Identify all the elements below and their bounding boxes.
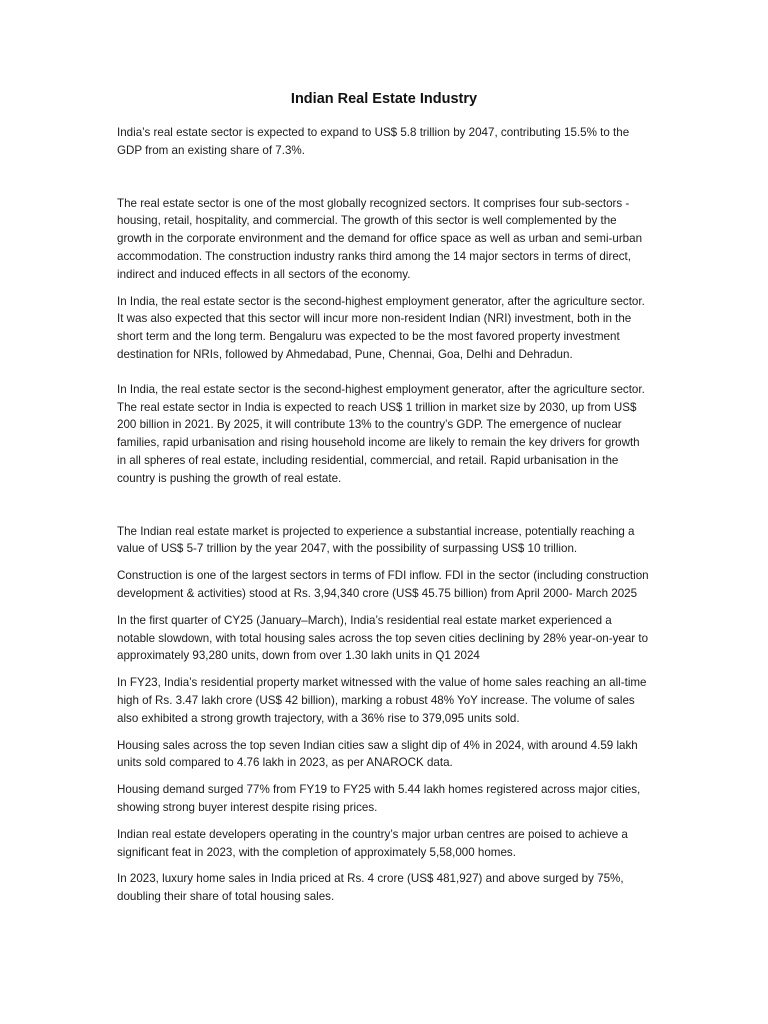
paragraph-8: In FY23, India’s residential property market witnessed with the value of home sales reaching an all-time high of Rs. 3.47 lakh crore (US$ 42 billion), marking a robust 48% YoY increase. The volume of sales also exhibited a strong growth trajectory, with a 36% rise to 379,095 units sold.: [117, 676, 647, 725]
spacer: [117, 861, 651, 870]
spacer: [117, 772, 651, 781]
paragraph-7: In the first quarter of CY25 (January–March), India’s residential real estate market experienced a notable slowdown, with total housing sales across the top seven cities declining by 28% year-on-year to approximately 93,280 units, down from over 1.30 lakh units in Q1 2024: [117, 613, 649, 663]
document-body: [117, 88, 651, 906]
spacer: [117, 817, 651, 826]
spacer: [117, 728, 651, 737]
spacer: [117, 558, 651, 567]
paragraph-5: The Indian real estate market is projected to experience a substantial increase, potentially reaching a value of US$ 5-7 trillion by the year 2047, with the possibility of surpassing US$ 10 trillion.: [117, 524, 635, 556]
spacer: [117, 665, 651, 674]
paragraph-4: In India, the real estate sector is the second-highest employment generator, after the agriculture sector. The real estate sector in India is expected to reach US$ 1 trillion in market size by 2030, up from US$ 200 billion in 2021. By 2025, it will contribute 13% to the country’s GDP. The emergence of nuclear families, rapid urbanisation and rising household income are likely to remain the key drivers for growth in all spheres of real estate, including residential, commercial, and retail. Rapid urbanisation in the country is pushing the growth of real estate.: [117, 382, 645, 485]
document-title: Indian Real Estate Industry: [290, 91, 478, 107]
spacer: [117, 603, 651, 612]
paragraph-1: India’s real estate sector is expected to expand to US$ 5.8 trillion by 2047, contributing 15.5% to the GDP from an existing share of 7.3%.: [117, 126, 630, 157]
paragraph-2: The real estate sector is one of the most globally recognized sectors. It comprises four sub-sectors - housing, retail, hospitality, and commercial. The growth of this sector is well complemented by the growth in the corporate environment and the demand for office space as well as urban and semi-urban accommodation. The construction industry ranks third among the 14 major sectors in terms of direct, indirect and induced effects in all sectors of the economy.: [117, 196, 643, 281]
spacer: [117, 488, 651, 523]
paragraph-6: Construction is one of the largest sectors in terms of FDI inflow. FDI in the sector (including construction development & activities) stood at Rs. 3,94,340 crore (US$ 45.75 billion) from April 2000- March 2025: [117, 569, 649, 600]
spacer: [117, 160, 651, 195]
paragraph-11: Indian real estate developers operating in the country’s major urban centres are poised to achieve a significant feat in 2023, with the completion of approximately 5,58,000 homes.: [117, 827, 628, 859]
spacer: [117, 284, 651, 293]
spacer: [117, 364, 651, 381]
paragraph-12: In 2023, luxury home sales in India priced at Rs. 4 crore (US$ 481,927) and above surged by 75%, doubling their share of total housing sales.: [117, 872, 624, 904]
paragraph-10: Housing demand surged 77% from FY19 to FY25 with 5.44 lakh homes registered across major cities, showing strong buyer interest despite rising prices.: [117, 783, 641, 814]
paragraph-9: Housing sales across the top seven Indian cities saw a slight dip of 4% in 2024, with around 4.59 lakh units sold compared to 4.76 lakh in 2023, as per ANAROCK data.: [117, 738, 638, 770]
paragraph-3: In India, the real estate sector is the second-highest employment generator, after the agriculture sector. It was also expected that this sector will incur more non-resident Indian (NRI) investment, both in the short term and the long term. Bengaluru was expected to be the most favored property investment destination for NRIs, followed by Ahmedabad, Pune, Chennai, Goa, Delhi and Dehradun.: [117, 294, 645, 361]
